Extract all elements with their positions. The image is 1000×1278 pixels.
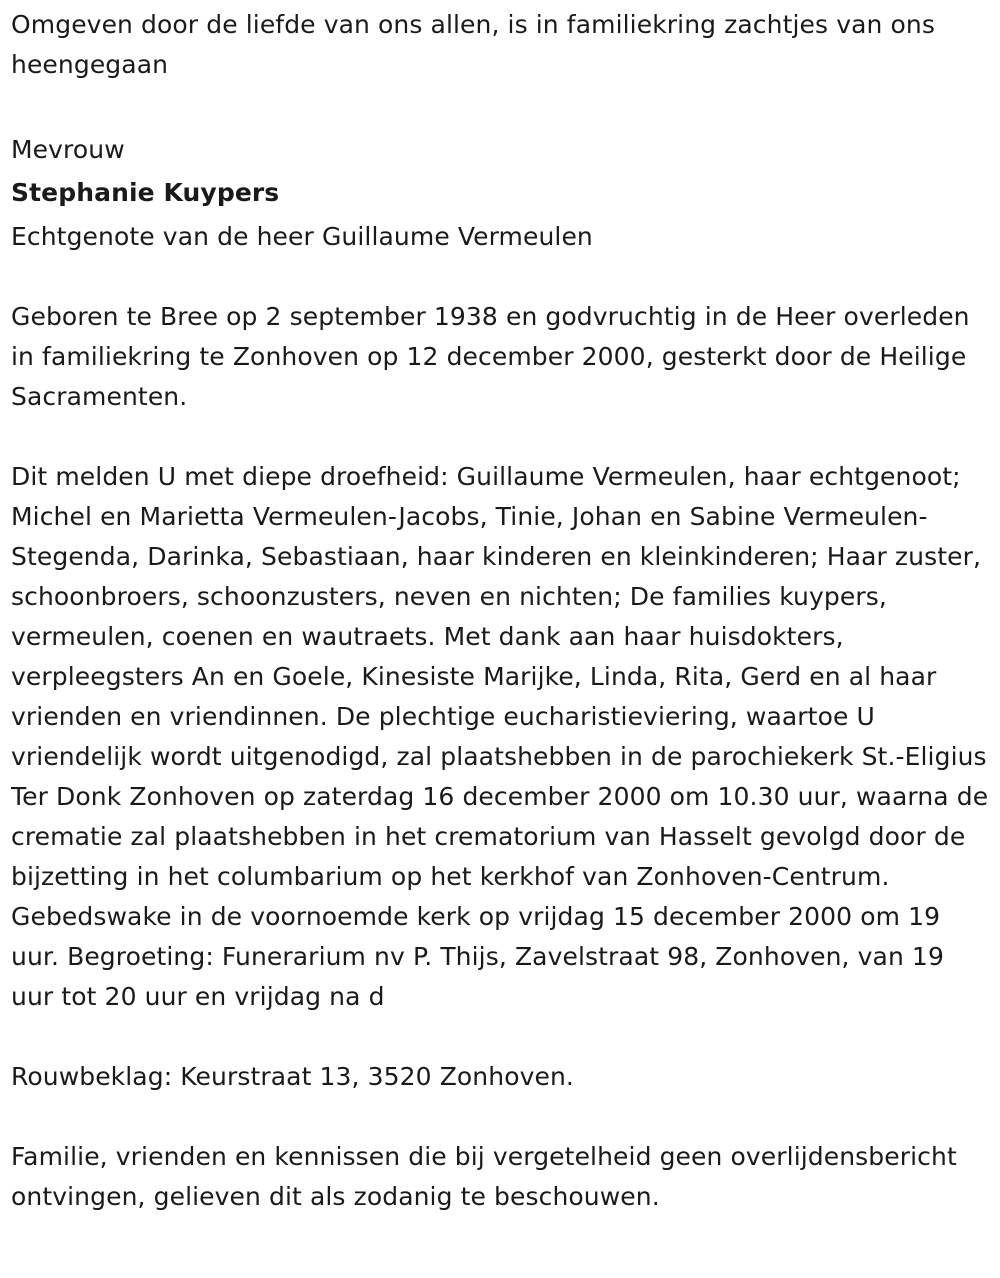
spacer: [11, 417, 992, 457]
intro-text: Omgeven door de liefde van ons allen, is in familiekring zachtjes van ons heengegaan: [11, 10, 935, 79]
honorific-title: Mevrouw: [11, 135, 125, 164]
spacer: [11, 1097, 992, 1137]
birth-death-paragraph: Geboren te Bree op 2 september 1938 en godvruchtig in de Heer overleden in familiekring te Zonhoven op 12 december 2000, gesterkt door de Heilige Sacramenten.: [11, 302, 970, 411]
spacer: [11, 85, 992, 125]
deceased-name: Stephanie Kuypers: [11, 178, 280, 207]
announcement-paragraph: Dit melden U met diepe droefheid: Guillaume Vermeulen, haar echtgenoot; Michel en Marietta Vermeulen-Jacobs, Tinie, Johan en Sabine Vermeulen-Stegenda, Darinka, Sebastiaan, haar kinderen en kleinkinderen; Haar zuster, schoonbroers, schoonzusters, neven en nichten; De families kuypers, vermeulen, coenen en wautraets. Met dank aan haar huisdokters, verpleegsters An en Goele, Kinesiste Marijke, Linda, Rita, Gerd en al haar vrienden en vriendinnen. De plechtige eucharistieviering, waartoe U vriendelijk wordt uitgenodigd, zal plaatshebben in de parochiekerk St.-Eligius Ter Donk Zonhoven op zaterdag 16 december 2000 om 10.30 uur, waarna de crematie zal plaatshebben in het crematorium van Hasselt gevolgd door de bijzetting in het columbarium op het kerkhof van Zonhoven-Centrum. Gebedswake in de voornoemde kerk op vrijdag 15 december 2000 om 19 uur. Begroeting: Funerarium nv P. Thijs, Zavelstraat 98, Zonhoven, van 19 uur tot 20 uur en vrijdag na d: [11, 462, 989, 1011]
closing-paragraph: Familie, vrienden en kennissen die bij vergetelheid geen overlijdensbericht ontvingen, gelieven dit als zodanig te beschouwen.: [11, 1142, 957, 1211]
condolences-address: Rouwbeklag: Keurstraat 13, 3520 Zonhoven.: [11, 1062, 574, 1091]
spacer: [11, 1017, 992, 1057]
spacer: [11, 257, 992, 297]
spouse-line: Echtgenote van de heer Guillaume Vermeulen: [11, 222, 593, 251]
